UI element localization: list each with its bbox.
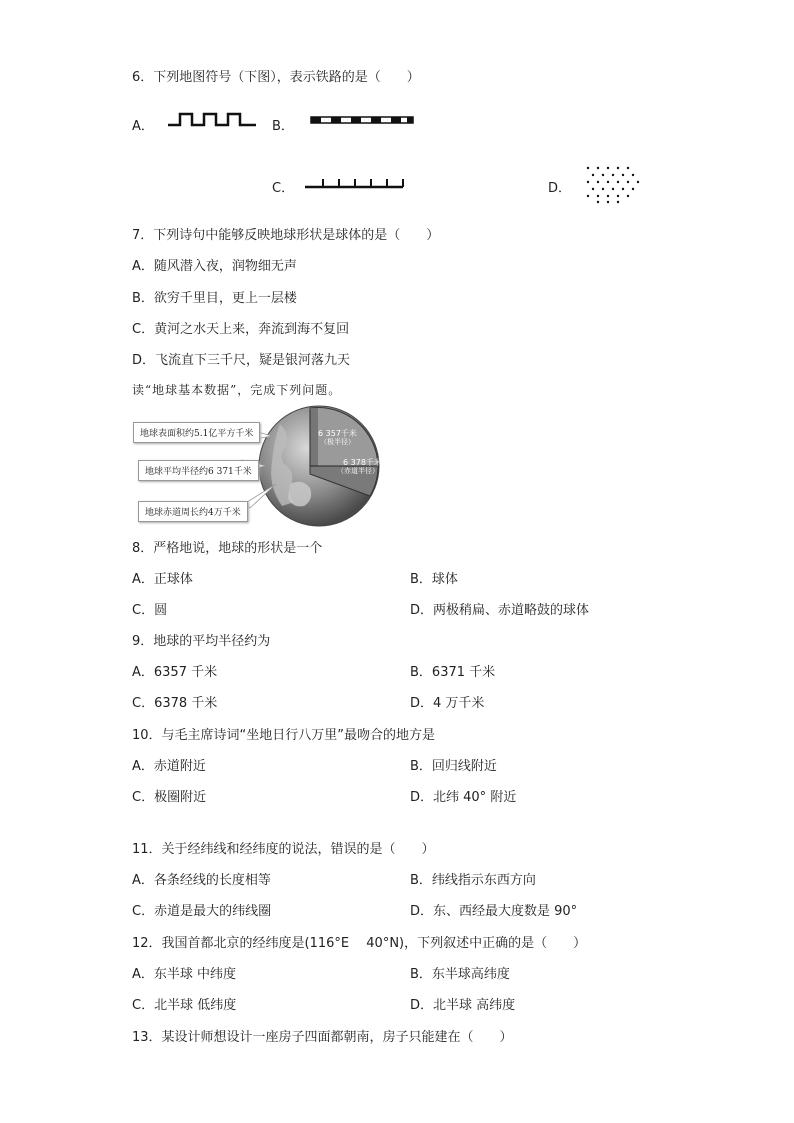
q8-option-d[interactable]: D．两极稍扁、赤道略鼓的球体 <box>410 603 590 618</box>
q11-option-c[interactable]: C．赤道是最大的纬线圈 <box>132 904 272 919</box>
q6-option-a-label: A． <box>132 119 154 134</box>
q9-option-d[interactable]: D．4 万千米 <box>410 696 485 711</box>
q12-option-d[interactable]: D．北半球 高纬度 <box>410 998 516 1013</box>
q10-option-d[interactable]: D．北纬 40° 附近 <box>410 790 517 805</box>
q7-option-d[interactable]: D．飞流直下三千尺，疑是银河落九天 <box>132 353 351 368</box>
q6-option-c-label: C． <box>272 181 295 196</box>
q8-option-b[interactable]: B．球体 <box>410 572 458 587</box>
q10-option-c[interactable]: C．极圈附近 <box>132 790 207 805</box>
symbol-a-icon <box>168 110 258 130</box>
q12-option-b[interactable]: B．东半球高纬度 <box>410 967 510 982</box>
q10-option-a[interactable]: A．赤道附近 <box>132 759 206 774</box>
q11-option-d[interactable]: D．东、西经最大度数是 90° <box>410 904 578 919</box>
q6-option-b-label: B． <box>272 119 294 134</box>
symbol-b-railway-icon <box>311 116 415 126</box>
q10-option-b[interactable]: B．回归线附近 <box>410 759 497 774</box>
q9-option-a[interactable]: A．6357 千米 <box>132 665 218 680</box>
equatorial-radius-value: 6 378千米 <box>343 458 382 467</box>
reading-lead: 读“地球基本数据”，完成下列问题。 <box>132 383 342 397</box>
q11-stem: 11．关于经纬线和经纬度的说法，错误的是（ ） <box>132 842 435 857</box>
q10-stem: 10．与毛主席诗词“坐地日行八万里”最吻合的地方是 <box>132 728 436 743</box>
q12-option-a[interactable]: A．东半球 中纬度 <box>132 967 237 982</box>
polar-radius-value: 6 357千米 <box>318 429 357 438</box>
label-surface-area: 地球表面积约5.1亿平方千米 <box>133 422 260 443</box>
q9-option-c[interactable]: C．6378 千米 <box>132 696 218 711</box>
q11-option-a[interactable]: A．各条经线的长度相等 <box>132 873 271 888</box>
q11-option-b[interactable]: B．纬线指示东西方向 <box>410 873 536 888</box>
q8-stem: 8．严格地说，地球的形状是一个 <box>132 541 323 556</box>
q9-stem: 9．地球的平均半径约为 <box>132 634 271 649</box>
q8-option-c[interactable]: C．圆 <box>132 603 168 618</box>
q7-stem: 7．下列诗句中能够反映地球形状是球体的是（ ） <box>132 228 440 243</box>
q6-stem: 6．下列地图符号（下图），表示铁路的是（ ） <box>132 70 420 85</box>
q6-option-d-label: D． <box>548 181 572 196</box>
label-equator-length: 地球赤道周长约4万千米 <box>138 501 248 522</box>
q7-option-b[interactable]: B．欲穷千里目，更上一层楼 <box>132 291 297 306</box>
symbol-d-dots-icon <box>584 164 642 204</box>
q8-option-a[interactable]: A．正球体 <box>132 572 193 587</box>
q9-option-b[interactable]: B．6371 千米 <box>410 665 496 680</box>
q13-stem: 13．某设计师想设计一座房子四面都朝南，房子只能建在（ ） <box>132 1030 513 1045</box>
equatorial-radius-name: （赤道半径） <box>337 467 379 475</box>
q7-option-a[interactable]: A．随风潜入夜，润物细无声 <box>132 259 297 274</box>
q12-option-c[interactable]: C．北半球 低纬度 <box>132 998 237 1013</box>
q12-stem: 12．我国首都北京的经纬度是(116°E 40°N)，下列叙述中正确的是（ ） <box>132 936 587 951</box>
symbol-c-icon <box>305 176 405 190</box>
label-mean-radius: 地球平均半径约6 371千米 <box>138 460 259 481</box>
q7-option-c[interactable]: C．黄河之水天上来，奔流到海不复回 <box>132 322 350 337</box>
polar-radius-name: （极半径） <box>320 438 355 446</box>
